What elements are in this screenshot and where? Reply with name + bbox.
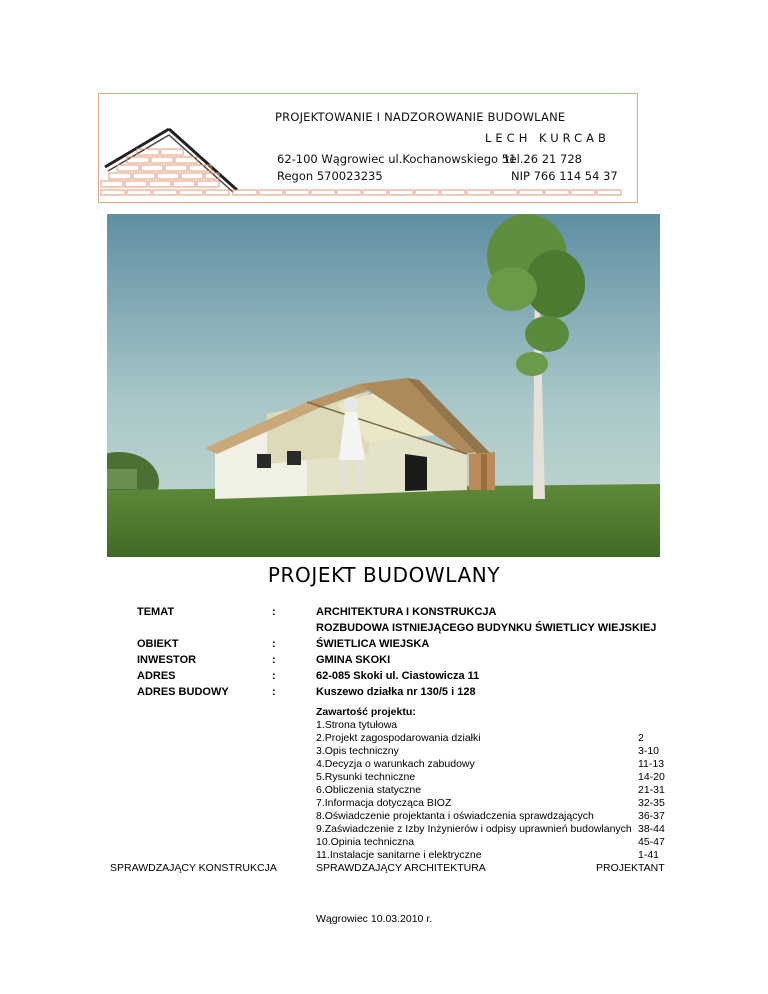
value-temat: ARCHITEKTURA I KONSTRUKCJA — [316, 606, 497, 618]
building-rendering-image — [107, 214, 660, 557]
list-item: 1.Strona tytułowa — [316, 719, 398, 731]
list-item: 7.Informacja dotycząca BIOZ — [316, 797, 452, 809]
list-item: 11.Instalacje sanitarne i elektryczne — [316, 849, 482, 861]
list-item-pages: 45-47 — [638, 836, 665, 848]
colon: : — [272, 606, 276, 618]
company-address: 62-100 Wągrowiec ul.Kochanowskiego 51 — [277, 152, 517, 166]
label-adres-budowy: ADRES BUDOWY — [137, 686, 229, 698]
list-item-pages: 1-41 — [638, 849, 660, 861]
colon: : — [272, 686, 276, 698]
value-temat-detail: ROZBUDOWA ISTNIEJĄCEGO BUDYNKU ŚWIETLICY WIEJSKIEJ — [316, 622, 657, 634]
colon: : — [272, 654, 276, 666]
value-inwestor: GMINA SKOKI — [316, 654, 391, 666]
label-obiekt: OBIEKT — [137, 638, 179, 650]
company-regon: Regon 570023235 — [277, 169, 383, 183]
list-item-pages: 32-35 — [638, 797, 665, 809]
list-item: 6.Obliczenia statyczne — [316, 784, 422, 796]
letterhead — [98, 93, 638, 203]
place-and-date: Wągrowiec 10.03.2010 r. — [316, 913, 433, 925]
company-nip: NIP 766 114 54 37 — [511, 169, 618, 183]
colon: : — [272, 638, 276, 650]
list-item-pages: 11-13 — [638, 758, 665, 770]
company-activity: PROJEKTOWANIE I NADZOROWANIE BUDOWLANE — [275, 110, 566, 124]
contents-heading: Zawartość projektu: — [316, 706, 416, 718]
list-item: 9.Zaświadczenie z Izby Inżynierów i odpisy uprawnień budowlanych — [316, 823, 632, 835]
list-item-pages: 2 — [638, 732, 644, 744]
list-item: 4.Decyzja o warunkach zabudowy — [316, 758, 475, 770]
value-adres-budowy: Kuszewo działka nr 130/5 i 128 — [316, 686, 476, 698]
list-item-pages: 21-31 — [638, 784, 665, 796]
label-inwestor: INWESTOR — [137, 654, 197, 666]
company-owner: LECH KURCAB — [485, 131, 610, 145]
list-item-pages: 38-44 — [638, 823, 665, 835]
document-title: PROJEKT BUDOWLANY — [267, 563, 501, 587]
label-temat: TEMAT — [137, 606, 175, 618]
list-item-pages: 36-37 — [638, 810, 665, 822]
value-adres: 62-085 Skoki ul. Ciastowicza 11 — [316, 670, 480, 682]
company-phone: tel.26 21 728 — [505, 152, 582, 166]
value-obiekt: ŚWIETLICA WIEJSKA — [316, 638, 430, 650]
list-item-pages: 3-10 — [638, 745, 660, 757]
list-item: 2.Projekt zagospodarowania działki — [316, 732, 481, 744]
list-item: 3.Opis techniczny — [316, 745, 399, 757]
label-adres: ADRES — [137, 670, 176, 682]
signature-architektura: SPRAWDZAJĄCY ARCHITEKTURA — [316, 862, 486, 874]
list-item-pages: 14-20 — [638, 771, 665, 783]
signature-projektant: PROJEKTANT — [596, 862, 665, 874]
signature-konstrukcja: SPRAWDZAJĄCY KONSTRUKCJA — [110, 862, 277, 874]
list-item: 8.Oświadczenie projektanta i oświadczenia sprawdzających — [316, 810, 594, 822]
colon: : — [272, 670, 276, 682]
list-item: 10.Opinia techniczna — [316, 836, 415, 848]
list-item: 5.Rysunki techniczne — [316, 771, 416, 783]
